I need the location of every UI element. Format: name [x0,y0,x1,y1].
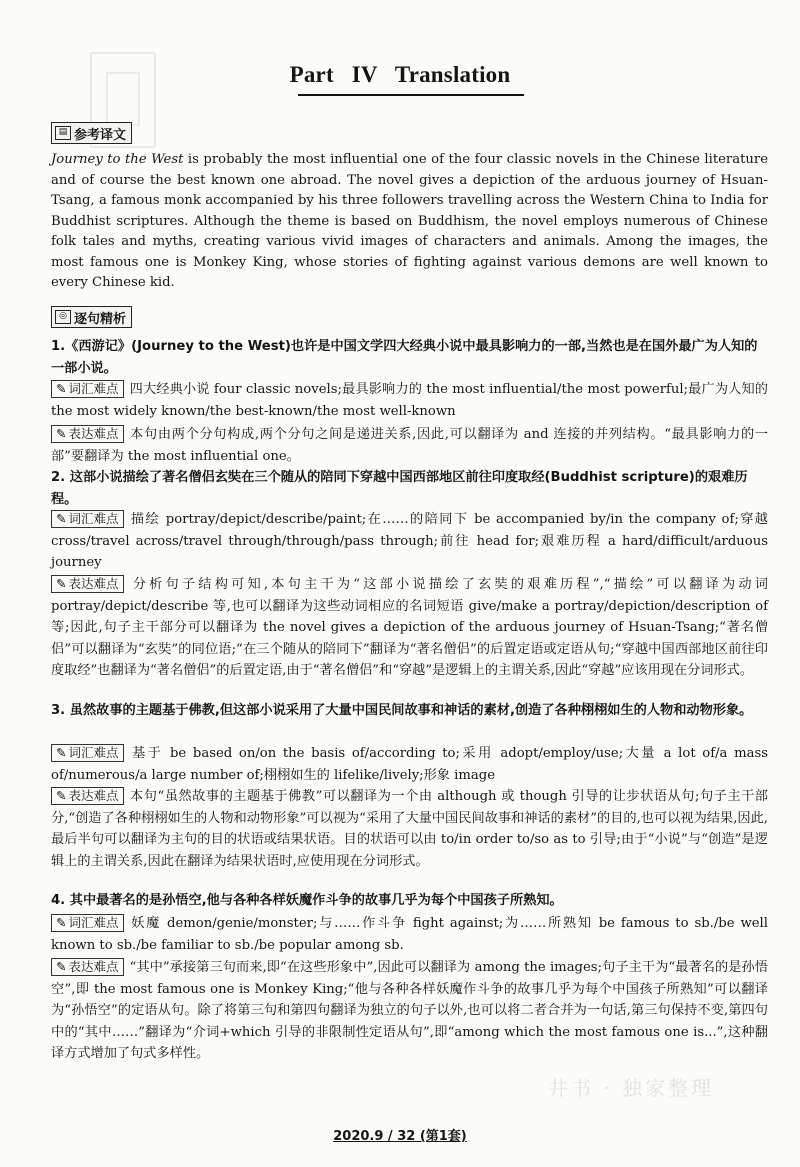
book-icon: ▤ [55,126,71,140]
item-1-vocab-note [51,379,768,422]
reference-section-tag [51,122,132,144]
item-3-vocab-note [51,743,768,786]
page-footer: 2020.9 / 32 (第1套) [333,1129,467,1144]
item-2-expr-note [51,574,768,682]
analysis-section-tag [51,306,132,328]
item-1-sentence: 1.《西游记》(Journey to the West)也许是中国文学四大经典小说中最具影响力的一部,当然也是在国外最广为人知的一部小说。 [51,339,758,376]
pen-icon: ✎ [56,915,67,930]
item-4-vocab-text: 妖魔 demon/genie/monster;与……作斗争 fight against;为……所熟知 be famous to sb./be well known to sb./be familiar to sb./be popular among sb. [51,916,768,953]
pen-icon: ✎ [56,788,67,803]
item-2-expr-label: 表达难点 [68,576,119,591]
item-3-expr-chip [51,787,124,805]
item-2-vocab-text: 描绘 portray/depict/describe/paint;在……的陪同下 be accompanied by/in the company of;穿越 cross/travel across/travel through/through/pass through;前往 head for;艰难历程 a hard/difficult/arduous journey [51,512,768,570]
item-2-vocab-note [51,509,768,574]
title-underline [298,94,524,96]
item-4-expr-label: 表达难点 [68,959,119,974]
item-2-vocab-chip [51,510,124,528]
item-4-expr-text: “其中”承接第三句而来,即“在这些形象中”,因此可以翻译为 among the images;句子主干为“最著名的是孙悟空”,即 the most famous one is Monkey King;“他与各种各样妖魔作斗争的故事几乎为每个中国孩子所熟知”可以翻译为“孙悟空”的定语从句。除了将第三句和第四句翻译为独立的句子以外,也可以将二者合并为一句话,第三句保持不变,第四句中的“其中……”翻译为“介词+which 引导的非限制性定语从句”,即“among which the most famous one is...”,这种翻译方式增加了句式多样性。 [51,960,768,1061]
item-3-vocab-chip [51,744,124,762]
item-2-expr-text: 分析句子结构可知,本句主干为“这部小说描绘了玄奘的艰难历程”,“描绘”可以翻译为动词 portray/depict/describe 等,也可以翻译为这些动词相应的名词短语 give/make a portray/depiction/description of 等;因此,句子主干部分可以翻译为 the novel gives a depiction of the arduous journey of Hsuan-Tsang;“著名僧侣”可以翻译为“玄奘”的同位语;“在三个随从的陪同下”翻译为“著名僧侣”的后置定语或定语从句;“穿越中国西部地区前往印度取经”也翻译为“著名僧侣”的后置定语,由于“著名僧侣”和“穿越”是逻辑上的主谓关系,因此“穿越”应该用现在分词形式。 [51,577,768,678]
pen-icon: ✎ [56,511,67,526]
item-1-vocab-chip [51,380,124,398]
pen-icon: ✎ [56,381,67,396]
item-3-vocab-label: 词汇难点 [68,745,119,760]
reference-paragraph [51,150,768,294]
item-4-expr-chip [51,958,124,976]
item-2-sentence: 2. 这部小说描绘了著名僧侣玄奘在三个随从的陪同下穿越中国西部地区前往印度取经(Buddhist scripture)的艰难历程。 [51,470,748,507]
item-2-vocab-label: 词汇难点 [68,511,119,526]
item-4-vocab-note [51,913,768,956]
item-1-expr-text: 本句由两个分句构成,两个分句之间是递进关系,因此,可以翻译为 and 连接的并列结构。“最具影响力的一部”要翻译为 the most influential one。 [51,427,768,464]
pen-icon: ✎ [56,959,67,974]
item-1-expr-label: 表达难点 [68,426,119,441]
item-4-vocab-label: 词汇难点 [68,915,119,930]
pen-icon: ✎ [56,745,67,760]
item-1-vocab-text: 四大经典小说 four classic novels;最具影响力的 the most influential/the most powerful;最广为人知的 the most widely known/the best-known/the most well-known [51,382,768,419]
item-4-vocab-chip [51,914,124,932]
item-3-vocab-text: 基于 be based on/on the basis of/according to;采用 adopt/employ/use;大量 a lot of/a mass of/numerous/a large number of;栩栩如生的 lifelike/lively;形象 image [51,746,768,783]
reference-tag-label: 参考译文 [74,127,127,143]
item-1-expr-chip [51,425,124,443]
magnifier-icon: ◎ [55,310,71,324]
item-4-expr-note [51,957,768,1065]
item-4-sentence: 4. 其中最著名的是孙悟空,他与各种各样妖魔作斗争的故事几乎为每个中国孩子所熟知。 [51,893,563,908]
item-3-expr-label: 表达难点 [68,788,119,803]
item-2-expr-chip [51,575,124,593]
item-1-vocab-label: 词汇难点 [68,381,119,396]
item-3-expr-text: 本句“虽然故事的主题基于佛教”可以翻译为一个由 although 或 though 引导的让步状语从句;句子主干部分,“创造了各种栩栩如生的人物和动物形象”可以视为“采用了大量中国民间故事和神话的素材”的目的,也可以视为结果,因此,最后半句可以翻译为主句的目的状语或结果状语。目的状语可以由 to/in order to/so as to 引导;由于“小说”与“创造”是逻辑上的主谓关系,因此在翻译为结果状语时,应使用现在分词形式。 [51,789,768,869]
pen-icon: ✎ [56,426,67,441]
page-title: Part IV Translation [289,62,511,87]
reference-text: is probably the most influential one of the four classic novels in the Chinese literature and of course the best known one abroad. The novel gives a depiction of the arduous journey of Hsuan-Tsang, a famous monk accompanied by his three followers travelling across the Western China to India for Buddhist scriptures. Although the theme is based on Buddhism, the novel employs numerous of Chinese folk tales and myths, creating various vivid images of characters and animals. Among the images, the most famous one is Monkey King, whose stories of fighting against various demons are well known to every Chinese kid. [51,152,768,290]
item-1-expr-note [51,424,768,467]
analysis-tag-label: 逐句精析 [74,311,127,327]
reference-title-italic: Journey to the West [51,152,184,167]
item-3-expr-note [51,786,768,872]
item-3-sentence: 3. 虽然故事的主题基于佛教,但这部小说采用了大量中国民间故事和神话的素材,创造了各种栩栩如生的人物和动物形象。 [51,703,753,718]
pen-icon: ✎ [56,576,67,591]
watermark-text: 井书 · 独家整理 [548,1076,715,1100]
